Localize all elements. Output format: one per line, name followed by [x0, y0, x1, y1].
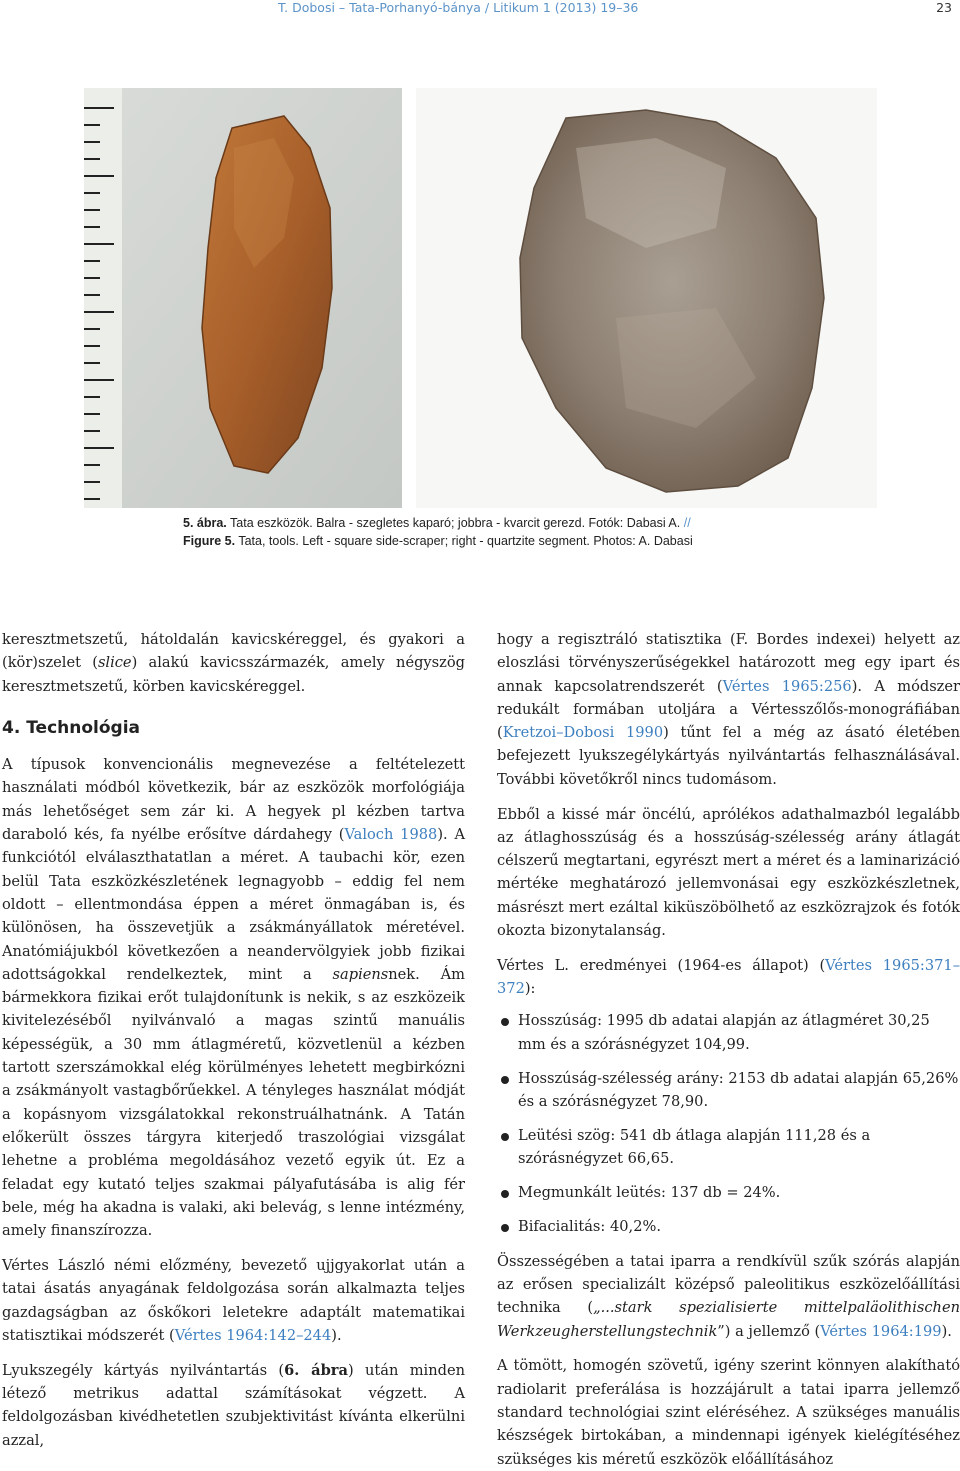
running-title: T. Dobosi – Tata-Porhanyó-bánya / Litikum 1 (2013) 19–36 — [278, 0, 639, 15]
paragraph: A tömött, homogén szövetű, igény szerint könnyen alakítható radiolarit preferálása is hozzájárult a tatai iparra jellemző standard technológiai szint eléréséhez. A szükséges manuális készségek birtokában, a mindennapi igények kielégítéséhez szükséges kis méretű eszközök előállításához — [497, 1357, 960, 1468]
paragraph — [2, 628, 465, 698]
text-run: hogy a regisztráló statisztika (F. Bordes indexei) helyett az eloszlási törvényszerűségekkel határozott meg egy ipart és annak kapcsolatrendszerét ( — [497, 631, 960, 695]
text-run: A típusok konvencionális megnevezése a feltételezett használati módból következik, bár az eszközök morfológiája más lehetőséget sem zár ki. A hegyek pl kézben tartva daraboló kés, fa nyélbe erősítve dárdahegy ( — [2, 756, 465, 844]
emphasis: slice — [97, 654, 132, 672]
figure-caption — [183, 515, 823, 550]
right-column — [497, 628, 960, 1471]
text-run: ”) a jellemző ( — [717, 1322, 821, 1340]
results-list — [497, 1009, 960, 1238]
text-run: ). — [331, 1326, 342, 1344]
text-run: ). — [941, 1322, 952, 1340]
citation-link[interactable]: Vértes 1964:199 — [820, 1322, 942, 1340]
caption-hu-text: Tata eszközök. Balra - szegletes kaparó; jobbra - kvarcit gerezd. Fotók: Dabasi A. — [226, 516, 684, 530]
caption-separator: // — [683, 516, 691, 530]
citation-link[interactable]: Kretzoi–Dobosi 1990 — [502, 724, 664, 742]
page-number: 23 — [936, 0, 952, 15]
emphasis: „...stark spezialisierte mittelpaläolithischen Werkzeugherstellungstechnik — [497, 1299, 960, 1340]
running-header — [0, 0, 960, 18]
text-run: Vértes László némi előzmény, bevezető ujjgyakorlat után a tatai ásatás anyagának feldolgozása során alkalmazta teljes gazdagságban az őskőkori leletekre adaptált matematikai statisztikai módszerét ( — [2, 1256, 465, 1344]
citation-link[interactable]: Vértes 1965:371–372 — [497, 956, 960, 998]
text-run: ) után minden létező metrikus adattal számításokat végzett. A feldolgozásban kivédhetetlen szubjektivitást kívánta elkerülni azzal, — [2, 1361, 465, 1449]
citation-link[interactable]: Vértes 1964:142–244 — [174, 1326, 332, 1344]
list-item: Hosszúság: 1995 db adatai alapján az átlagméret 30,25 mm és a szórásnégyzet 104,99. — [497, 1009, 960, 1056]
paragraph — [2, 1359, 465, 1452]
text-run: ) alakú kavicsszármazék, amely négyszög keresztmetszetű, körben kavicskéreggel. — [2, 654, 465, 695]
paragraph — [497, 954, 960, 1001]
caption-hu-label: 5. ábra. — [183, 516, 227, 530]
paragraph — [497, 628, 960, 791]
citation-link[interactable]: Vértes 1965:256 — [722, 677, 852, 695]
text-run: keresztmetszetű, hátoldalán kavicskéreggel, és gyakori a (kör)szelet ( — [2, 631, 465, 672]
list-item: Leütési szög: 541 db átlaga alapján 111,28 és a szórásnégyzet 66,65. — [497, 1124, 960, 1171]
paragraph — [497, 1250, 960, 1343]
list-item: Bifacialitás: 40,2%. — [497, 1215, 960, 1238]
text-run: ). A funkciótól elválaszthatatlan a méret. A taubachi kör, ezen belül Tata eszközkészletének legnagyobb – eddig fel nem oldott – ellentmondása éppen a méret önmagában is, és különösen, ha összevetjük a zsákmányállatok méretével. Anatómiájukból következően a neandervölgyiek jobb fizikai adottságokkal rendelkeztek, mint a — [2, 826, 465, 983]
text-run: Lyukszegély kártyás nyilvántartás ( — [2, 1361, 285, 1379]
paragraph — [2, 1254, 465, 1347]
text-run: ) tűnt fel a még az ásató életében befejezett lyukszegélykártyás nyilvántartás felhasználásával. További követőkről nincs tudomásom. — [497, 724, 960, 788]
text-run: Vértes L. eredményei (1964-es állapot) ( — [497, 956, 826, 974]
caption-en-text: Tata, tools. Left - square side-scraper; right - quartzite segment. Photos: A. Dabasi — [235, 533, 693, 548]
section-heading: 4. Technológia — [2, 717, 141, 738]
citation-link[interactable]: Valoch 1988 — [344, 826, 438, 844]
emphasis: sapiens — [332, 965, 389, 983]
figure-reference[interactable]: 6. ábra — [284, 1361, 348, 1379]
photo-side-scraper — [84, 88, 402, 508]
text-run: Összességében a tatai iparra a rendkívül szűk szórás alapján az erősen specializált középső paleolitikus eszközelőállítási technika ( — [497, 1252, 960, 1317]
photo-quartzite-segment — [416, 88, 877, 508]
paragraph: Ebből a kissé már öncélú, aprólékos adathalmazból legalább az átlaghosszúság és a hosszúság-szélesség arány átlagát célszerű megtartani, egyrészt mert a méret és a laminarizáció mértéke meghatározó jellemvonásai egy eszközkészletnek, másrészt mert ezáltal kiküszöbölhető az eszközrajzok és fotók okozta bizonytalanság. — [497, 805, 960, 940]
paragraph — [2, 753, 465, 1242]
text-run: ): — [524, 980, 536, 998]
left-column — [2, 628, 465, 1452]
text-run: ). A módszer redukált formában utoljára a Vértesszőlős-monográfiában ( — [497, 677, 960, 742]
text-run: nek. Ám bármekkora fizikai erőt tulajdonítunk is nekik, s az eszközeik kivitelezéséből nyilvánvaló a magas szintű manuális képességük, a 30 mm átlagméretű, közvetlenül a kézben tartott szerszámokkal elég körülményes lehetett megbirkózni a zsákmányolt vastagbőrűekkel. A tényleges használat módját a kopásnyom vizsgálatokkal rekonstruálhatnánk. A Tatán előkerült összes tárgyra kiterjedő traszológiai vizsgálat lehetne a probléma megoldásához vezető egyik út. Ez a feladat egy kutató teljes szakmai pályafutásába is alig fér bele, még ha akadna is valaki, aki belevág, s lenne intézmény, amely finanszírozza. — [2, 965, 465, 1240]
caption-en-label: Figure 5. — [183, 533, 236, 548]
list-item: Hosszúság-szélesség arány: 2153 db adatai alapján 65,26% és a szórásnégyzet 78,90. — [497, 1067, 960, 1114]
list-item: Megmunkált leütés: 137 db = 24%. — [497, 1181, 960, 1204]
